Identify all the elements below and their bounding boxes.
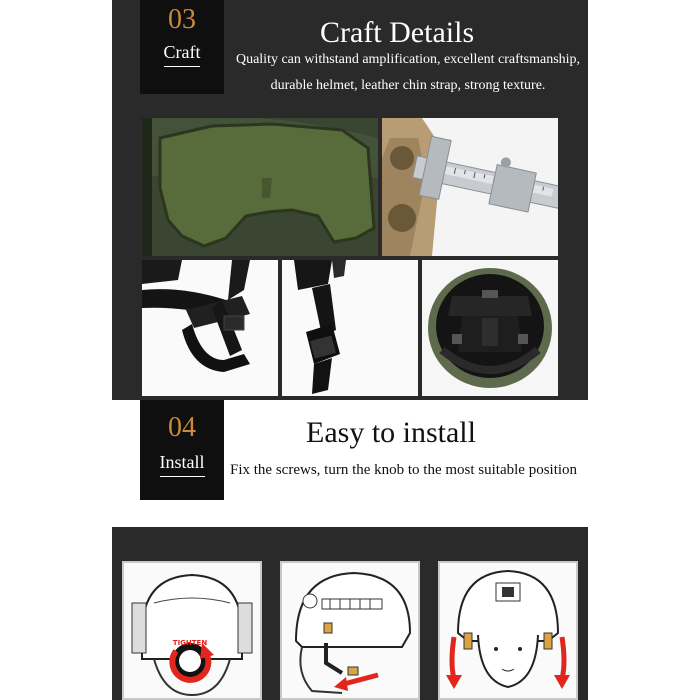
craft-section-label: Craft <box>164 42 201 67</box>
front-fit-diagram <box>438 561 578 700</box>
knob-adjust-diagram <box>122 561 262 700</box>
install-section-badge <box>140 400 224 500</box>
helmet-interior-photo <box>422 260 558 396</box>
install-description: Fix the screws, turn the knob to the most suitable position <box>230 462 578 478</box>
caliper-measure-photo <box>382 118 558 256</box>
install-section-number: 04 <box>168 412 196 443</box>
craft-section-badge <box>140 0 224 94</box>
chin-strap-photo <box>142 260 278 396</box>
tighten-label: TIGHTEN <box>172 639 208 647</box>
helmet-velcro-photo <box>142 118 378 256</box>
craft-description-line-1: Quality can withstand amplification, excellent craftsmanship, <box>235 52 581 67</box>
install-title: Easy to install <box>306 416 476 449</box>
craft-section-number: 03 <box>168 4 196 35</box>
strap-buckle-photo <box>282 260 418 396</box>
side-fit-diagram <box>280 561 420 700</box>
install-section-label: Install <box>160 452 205 477</box>
craft-description-line-2: durable helmet, leather chin strap, strong texture. <box>270 78 546 93</box>
craft-title: Craft Details <box>320 16 475 49</box>
